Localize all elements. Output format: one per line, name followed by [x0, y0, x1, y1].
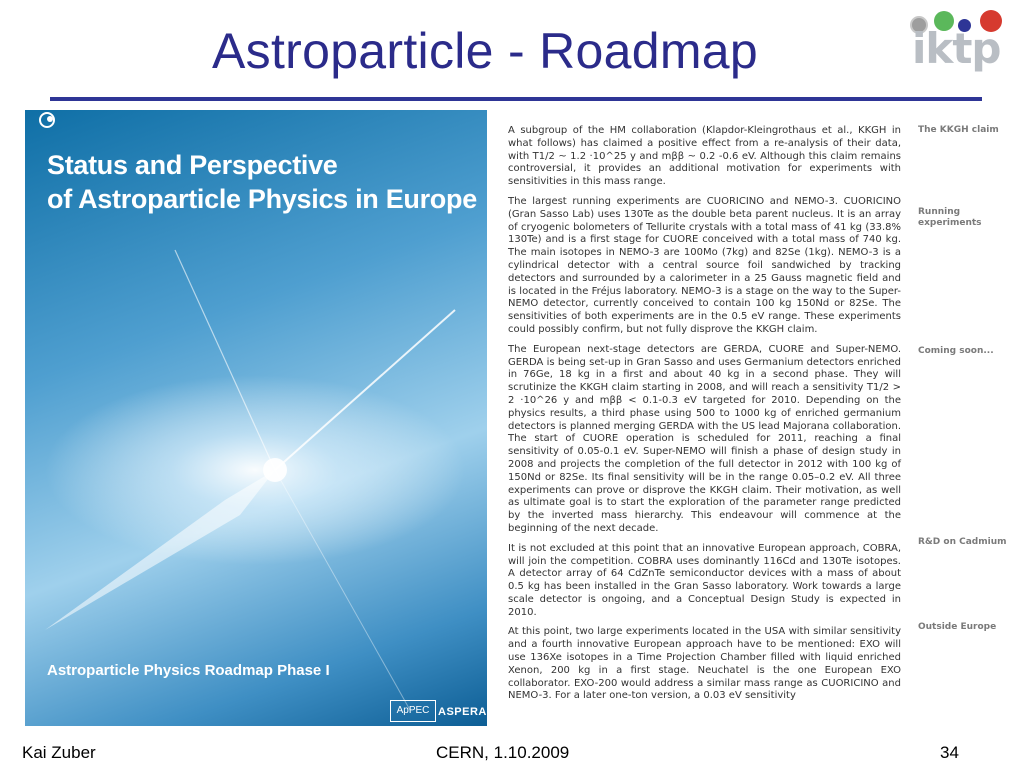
paragraph-next-stage-text: The European next-stage detectors are GERDA, CUORE and Super-NEMO. GERDA is being set-up in Gran Sasso and uses Germanium detectors enriched in 76Ge, 18 kg in a first and about 40 kg in a second phase. They will scrutinize the KKGH claim starting in 2008, and will reach a sensitivity T1/2 > 2 ·10^26 y and mββ < 0.1-0.3 eV targeted for 2010. Depending on the physics results, a third phase using 500 to 1000 kg of enriched germanium detectors is planned merging GERDA with the US lead Majorana collaboration. The start of CUORE operation is scheduled for 2011, reaching a final sensitivity of 0.05-0.1 eV. Super-NEMO will finish a phase of design study in 2008 and projects the completion of the full detector in 2012 with 100 kg of 150Nd or 82Se. Its final sensitivity will be in the range 0.05–0.2 eV. All three experiments can prove or disprove the KKGH claim. Their motivation, as well as ultimate goal is to start the exploration of the parameter range predicted by the inverted mass hierarchy. This endeavour will commence at the beginning of the next decade. — [508, 343, 901, 534]
cover-title-line2: of Astroparticle Physics in Europe — [47, 184, 477, 214]
footer-page-number: 34 — [940, 743, 959, 762]
cover-subtitle: Astroparticle Physics Roadmap Phase I — [47, 662, 330, 679]
iktp-logo — [908, 8, 1012, 72]
slide-title: Astroparticle - Roadmap — [212, 23, 759, 79]
side-label-outside: Outside Europe — [918, 622, 997, 632]
side-label-cadmium: R&D on Cadmium — [918, 537, 1007, 547]
footer-author: Kai Zuber — [22, 743, 96, 762]
paragraph-cobra — [508, 543, 901, 620]
report-cover-image — [25, 110, 487, 726]
title-underline — [50, 97, 982, 101]
side-label-running-line2: experiments — [918, 218, 982, 228]
paragraph-running — [508, 196, 901, 337]
aspera-logo: ASPERA — [438, 706, 487, 718]
paragraph-cobra-text: It is not excluded at this point that an innovative European approach, COBRA, will join the competition. COBRA uses dominantly 116Cd and 130Te isotopes. A detector array of 64 CdZnTe semiconductor devices with a mass of about 0.5 kg has been installed in the Gran Sasso laboratory. Work towards a large scale detector is ongoing, and a Conceptual Design Study is expected in 2010. — [508, 542, 901, 618]
footer-event: CERN, 1.10.2009 — [436, 743, 570, 762]
paragraph-next-stage — [508, 344, 901, 536]
report-excerpt — [508, 125, 901, 710]
logo-text: iktp — [912, 24, 1001, 73]
cover-publisher-logo — [25, 110, 69, 132]
apec-logo: ApPEC — [390, 700, 436, 722]
paragraph-kkgh-text: A subgroup of the HM collaboration (Klapdor-Kleingrothaus et al., KKGH in what follows) has claimed a positive effect from a re-analysis of their data, with T1/2 ~ 1.2 ·10^25 y and mββ ~ 0.2 -0.6 eV. Although this claim remains controversial, it provides an additional motivation for experiments with sensitivities in this mass range. — [508, 125, 901, 188]
side-label-kkgh: The KKGH claim — [918, 125, 999, 135]
cover-title-line1: Status and Perspective — [47, 150, 338, 180]
side-label-running — [918, 207, 1018, 229]
side-label-running-line1: Running — [918, 207, 961, 217]
paragraph-outside — [508, 626, 901, 703]
paragraph-outside-text: At this point, two large experiments located in the USA with similar sensitivity and a fourth innovative European approach have to be mentioned: EXO will use 136Xe isotopes in a Time Projection Chamber filled with liquid enriched Xenon, 200 kg in a first stage. Neuchatel is the one European EXO collaborator. EXO-200 would address a similar mass range as CUORICINO and NEMO-3. For a later one-ton version, a 0.03 eV sensitivity — [508, 626, 901, 702]
paragraph-kkgh — [508, 125, 901, 189]
paragraph-running-text: The largest running experiments are CUORICINO and NEMO-3. CUORICINO (Gran Sasso Lab) uses 130Te as the double beta parent nucleus. It is an array of cryogenic bolometers of Tellurite crystals with a total mass of 41 kg (33.8% 130Te) and is a first stage for CUORE conceived with a total mass of 740 kg. The main isotopes in NEMO-3 are 100Mo (7kg) and 82Se (1kg). NEMO-3 is a cylindrical detector with a central source foil sandwiched by tracking detectors and surrounded by a calorimeter in a 25 Gauss magnetic field and is located in the Fréjus laboratory. NEMO-3 is a stage on the way to the Super-NEMO detector, currently conceived to contain 100 kg 150Nd or 82Se. The sensitivities of both experiments are in the 0.5 eV range. These experiments could possibly confirm, but not fully disprove the KKGH claim. — [508, 195, 901, 335]
cover-title — [47, 148, 477, 216]
side-label-coming: Coming soon... — [918, 346, 994, 356]
